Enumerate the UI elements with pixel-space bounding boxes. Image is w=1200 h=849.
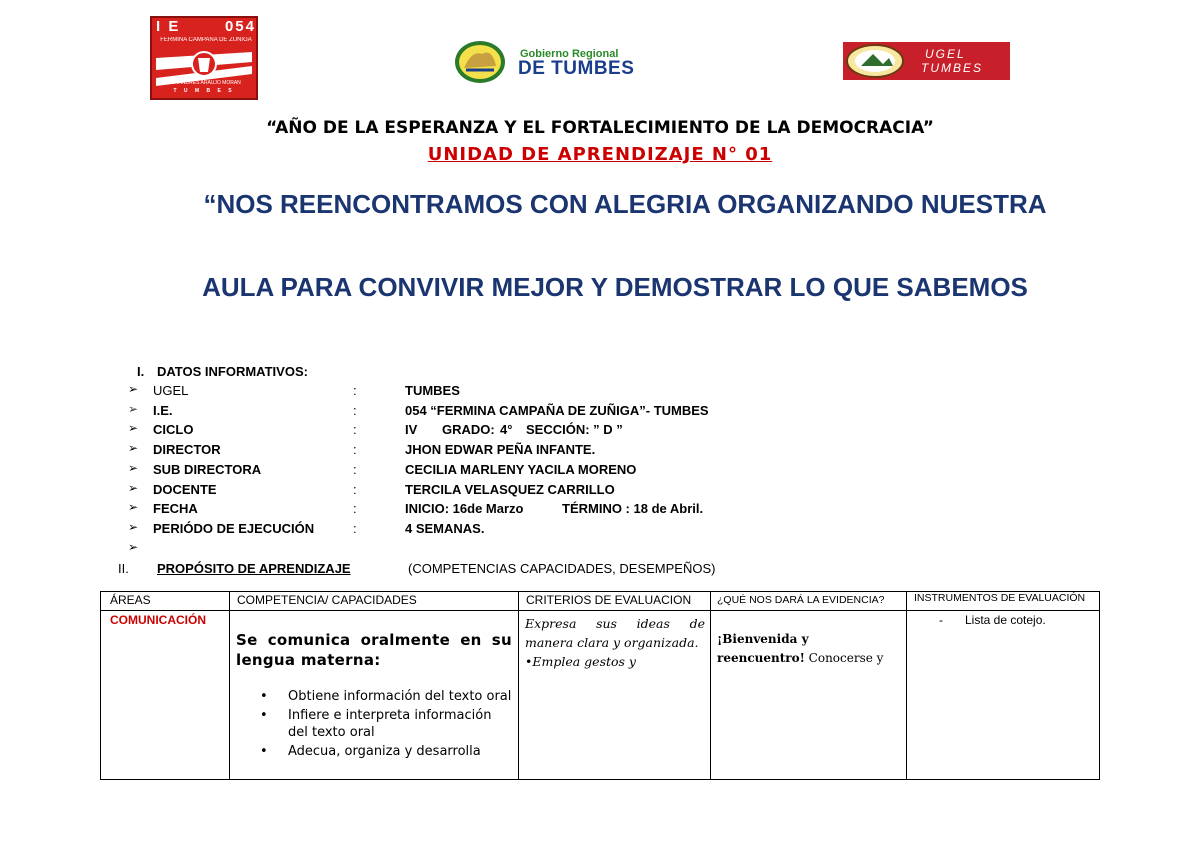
section-2-title: PROPÓSITO DE APRENDIZAJE	[157, 561, 351, 576]
seccion-value: SECCIÓN: ” D ”	[526, 422, 623, 437]
criterio-line: Expresa sus ideas de	[525, 616, 705, 631]
header-criterios: CRITERIOS DE EVALUACION	[526, 593, 692, 607]
info-label: I.E.	[153, 403, 173, 418]
arrow-bullet-icon: ➢	[128, 441, 139, 455]
ugel-label: UGEL	[925, 47, 966, 61]
info-value: TUMBES	[405, 383, 460, 398]
info-label: CICLO	[153, 422, 194, 437]
ie-logo-ie: I E	[156, 18, 181, 35]
section-1-title: DATOS INFORMATIVOS:	[157, 364, 308, 379]
arrow-bullet-icon: ➢	[128, 520, 139, 534]
criterio-line: manera clara y organizada.	[525, 635, 699, 650]
ie-logo-number: 054	[224, 18, 256, 35]
ugel-tumbes-logo	[843, 42, 1010, 80]
capacidades-list	[237, 688, 513, 762]
info-value: CECILIA MARLENY YACILA MORENO	[405, 462, 637, 477]
gobierno-emblem-icon	[452, 40, 512, 86]
table-divider	[518, 592, 519, 779]
header-areas: ÁREAS	[110, 593, 151, 607]
criterio-line: •Emplea gestos y	[525, 654, 636, 669]
ie-logo-top	[156, 18, 256, 34]
info-colon: :	[353, 462, 357, 477]
arrow-bullet-icon: ➢	[128, 382, 139, 396]
info-label: FECHA	[153, 501, 198, 516]
info-colon: :	[353, 422, 357, 437]
table-divider	[710, 592, 711, 779]
info-colon: :	[353, 521, 357, 536]
info-label: PERIÓDO DE EJECUCIÓN	[153, 521, 315, 536]
instrumento-text: Lista de cotejo.	[965, 613, 1046, 627]
ugel-emblem-icon	[843, 42, 907, 80]
evidencia-bold-1: ¡Bienvenida y	[717, 632, 809, 646]
header-evidencia: ¿QUÉ NOS DARÁ LA EVIDENCIA?	[717, 594, 885, 606]
gobierno-regional-logo	[452, 40, 642, 86]
info-colon: :	[353, 383, 357, 398]
section-1-number: I.	[137, 364, 145, 379]
ie-logo-arc-text: FERMINA CAMPAÑA DE ZUÑIGA	[160, 37, 252, 43]
evidencia-bold-2: reencuentro!	[717, 651, 805, 665]
arrow-bullet-icon: ➢	[128, 421, 139, 435]
header-instrumentos: INSTRUMENTOS DE EVALUACIÓN	[914, 592, 1086, 604]
info-colon: :	[353, 501, 357, 516]
section-2-number: II.	[118, 561, 129, 576]
info-row-ie	[0, 402, 1200, 422]
table-divider	[906, 592, 907, 779]
info-row-ugel	[0, 382, 1200, 402]
ie-logo-bottom-text: UNA ANDRES ARAUJO MORAN	[167, 80, 241, 86]
info-value: JHON EDWAR PEÑA INFANTE.	[405, 442, 596, 457]
main-title-line-1: “NOS REENCONTRAMOS CON ALEGRIA ORGANIZANDO NUESTRA	[203, 189, 1047, 219]
de-tumbes-label: DE TUMBES	[518, 58, 635, 79]
arrow-bullet-icon: ➢	[128, 402, 139, 416]
ciclo-value: IV	[405, 422, 418, 437]
year-motto: “AÑO DE LA ESPERANZA Y EL FORTALECIMIENTO DE LA DEMOCRACIA”	[266, 118, 934, 138]
info-row-fecha	[0, 500, 1200, 520]
info-row-periodo	[0, 520, 1200, 540]
arrow-bullet-icon: ➢	[128, 481, 139, 495]
info-colon: :	[353, 482, 357, 497]
gobierno-regional-label: Gobierno Regional	[520, 48, 619, 60]
proposito-table	[100, 591, 1100, 780]
arrow-bullet-icon: ➢	[128, 461, 139, 475]
list-item: • Adecua, organiza y desarrolla	[237, 743, 513, 760]
info-colon: :	[353, 442, 357, 457]
ie-logo-city: T U M B E S	[173, 88, 235, 94]
info-row-director	[0, 441, 1200, 461]
dash-bullet: -	[939, 613, 943, 627]
arrow-bullet-icon: ➢	[128, 500, 139, 514]
ugel-tumbes-label: TUMBES	[921, 61, 984, 75]
evidencia-text: Conocerse y	[804, 651, 884, 665]
info-label: DIRECTOR	[153, 442, 221, 457]
info-label: SUB DIRECTORA	[153, 462, 262, 477]
ie-054-logo	[150, 16, 258, 100]
info-row-ciclo	[0, 421, 1200, 441]
fecha-inicio: INICIO: 16de Marzo	[405, 501, 524, 516]
competencia-title: Se comunica oralmente en su lengua materna:	[236, 631, 512, 669]
info-row-docente	[0, 481, 1200, 501]
info-value: 4 SEMANAS.	[405, 521, 485, 536]
section-2-subtitle: (COMPETENCIAS CAPACIDADES, DESEMPEÑOS)	[408, 561, 716, 576]
list-item: • Obtiene información del texto oral	[237, 688, 513, 705]
info-label: UGEL	[153, 383, 189, 398]
info-row-subdirectora	[0, 461, 1200, 481]
main-title-line-2: AULA PARA CONVIVIR MEJOR Y DEMOSTRAR LO QUE SABEMOS	[202, 272, 1028, 302]
criterios-cell	[525, 614, 705, 671]
info-row-empty	[0, 540, 1200, 560]
grado-value: 4°	[500, 422, 513, 437]
grado-label: GRADO:	[442, 422, 495, 437]
list-item: • Infiere e interpreta información del texto oral	[237, 707, 513, 741]
unit-title: UNIDAD DE APRENDIZAJE N° 01	[427, 144, 773, 165]
info-label: DOCENTE	[153, 482, 217, 497]
table-header-divider	[101, 610, 1099, 611]
info-value: TERCILA VELASQUEZ CARRILLO	[405, 482, 615, 497]
fecha-termino: TÉRMINO : 18 de Abril.	[562, 501, 704, 516]
table-divider	[229, 592, 230, 779]
evidencia-cell	[717, 630, 907, 668]
area-cell: COMUNICACIÓN	[110, 613, 206, 627]
header-competencia: COMPETENCIA/ CAPACIDADES	[237, 593, 417, 607]
info-value: 054 “FERMINA CAMPAÑA DE ZUÑIGA”- TUMBES	[405, 403, 709, 418]
arrow-bullet-icon: ➢	[128, 540, 139, 554]
info-colon: :	[353, 403, 357, 418]
